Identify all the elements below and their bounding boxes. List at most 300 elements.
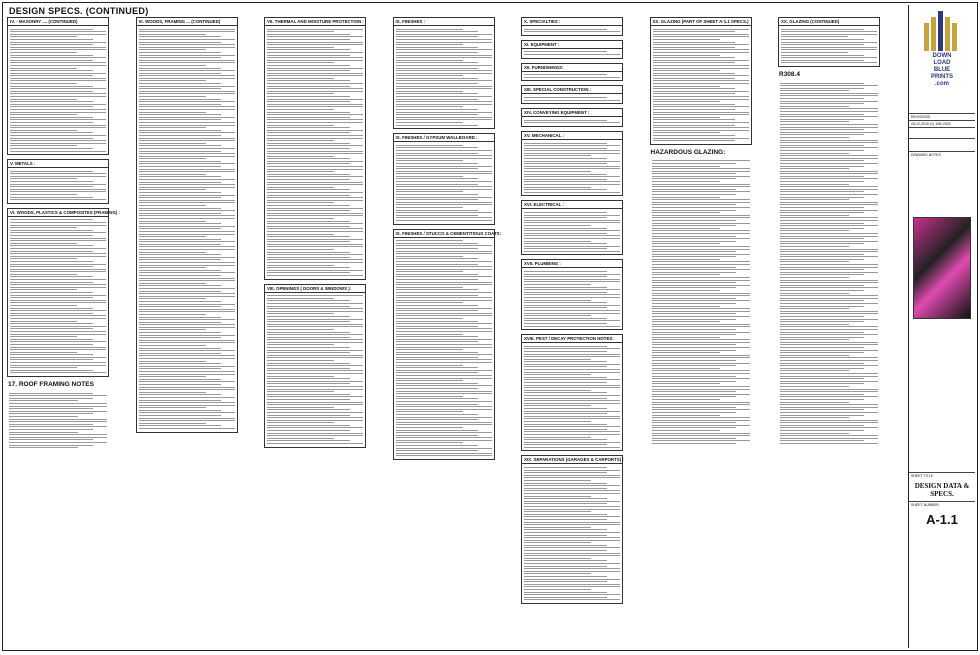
text-line (780, 90, 849, 91)
text-line (267, 313, 334, 314)
text-line (396, 106, 463, 107)
text-line (524, 411, 620, 412)
text-line (139, 407, 206, 408)
spec-section-title: VI. WOODS, PLASTICS & COMPOSITES (FRAMING) : (10, 209, 121, 215)
text-line (10, 289, 77, 290)
text-line (267, 228, 363, 229)
spec-section (521, 63, 623, 82)
text-line (10, 91, 93, 92)
spec-column-7 (778, 17, 880, 647)
text-line (780, 181, 864, 182)
text-line (524, 503, 607, 504)
text-line (652, 368, 721, 369)
text-line (139, 192, 222, 193)
text-line (396, 367, 479, 368)
project-photo (913, 217, 971, 319)
text-line (780, 249, 878, 250)
text-line (396, 365, 463, 366)
text-line (267, 334, 363, 335)
text-line (653, 73, 736, 74)
text-line (10, 151, 106, 152)
spec-section-text (522, 464, 622, 602)
text-line (780, 264, 878, 265)
text-line (780, 350, 878, 351)
text-line (267, 192, 363, 193)
text-line (267, 75, 363, 76)
spec-section-title: IX. FINISHES / GYPSUM WALLBOARD : (394, 134, 494, 142)
text-line (524, 553, 620, 554)
text-line (267, 226, 350, 227)
text-line (653, 60, 749, 61)
text-line (652, 212, 721, 213)
text-line (652, 370, 750, 371)
text-line (139, 402, 235, 403)
text-line (10, 344, 93, 345)
text-line (267, 83, 363, 84)
text-line (652, 308, 750, 309)
spec-section-text (651, 26, 751, 144)
text-line (780, 430, 864, 431)
text-line (139, 169, 235, 170)
text-line (524, 181, 620, 182)
text-line (396, 409, 492, 410)
text-line (524, 243, 607, 244)
text-line (139, 55, 235, 56)
text-line (524, 392, 607, 393)
text-line (652, 357, 750, 358)
spec-section-title: XVI. ELECTRICAL : (522, 201, 622, 209)
text-line (267, 210, 350, 211)
text-line (10, 178, 77, 179)
text-line (10, 279, 106, 280)
text-line (524, 444, 607, 445)
spec-section-text (8, 168, 108, 203)
text-line (139, 122, 235, 123)
text-line (524, 171, 591, 172)
text-line (780, 319, 878, 320)
text-line (139, 400, 222, 401)
text-line (267, 389, 363, 390)
text-line (396, 349, 463, 350)
text-line (780, 417, 849, 418)
text-line (10, 232, 106, 233)
text-line (10, 282, 93, 283)
text-line (396, 297, 492, 298)
text-line (10, 109, 106, 110)
spec-column-2 (136, 17, 238, 647)
text-line (396, 199, 479, 200)
text-line (653, 44, 749, 45)
text-line (396, 279, 479, 280)
text-line (396, 341, 479, 342)
text-line (652, 415, 721, 416)
text-line (780, 85, 878, 86)
spec-section (521, 108, 623, 127)
text-line (780, 194, 878, 195)
text-line (780, 145, 864, 146)
drawing-notes-label: DRAWING NOTES (909, 151, 975, 158)
text-line (652, 230, 750, 231)
text-line (652, 181, 721, 182)
text-line (653, 96, 749, 97)
text-line (9, 424, 93, 425)
text-line (396, 207, 463, 208)
text-line (396, 352, 479, 353)
text-line (652, 352, 721, 353)
text-line (10, 138, 93, 139)
text-line (780, 88, 864, 89)
text-line (652, 282, 736, 283)
text-line (653, 119, 736, 120)
text-line (652, 373, 750, 374)
text-line (780, 339, 849, 340)
text-line (267, 44, 363, 45)
text-line (652, 417, 750, 418)
text-line (9, 442, 107, 443)
text-line (396, 49, 492, 50)
text-line (139, 140, 235, 141)
text-line (652, 171, 750, 172)
text-line (139, 228, 222, 229)
text-line (10, 96, 106, 97)
text-line (10, 243, 77, 244)
text-line (524, 222, 620, 223)
text-line (524, 560, 607, 561)
text-line (524, 571, 620, 572)
text-line (10, 341, 106, 342)
text-line (524, 511, 591, 512)
text-line (524, 364, 620, 365)
text-line (267, 174, 350, 175)
text-line (396, 284, 492, 285)
text-line (10, 34, 106, 35)
text-line (652, 295, 750, 296)
text-line (524, 398, 607, 399)
text-line (9, 400, 78, 401)
text-line (267, 200, 363, 201)
text-line (780, 251, 878, 252)
text-line (524, 477, 620, 478)
text-line (139, 184, 235, 185)
text-line (781, 57, 877, 58)
text-line (524, 307, 607, 308)
text-line (139, 130, 222, 131)
sheet-title-label: SHEET TITLE (909, 472, 975, 479)
text-line (10, 199, 106, 200)
text-line (781, 47, 877, 48)
text-line (10, 287, 106, 288)
spec-column-6 (650, 17, 752, 647)
text-line (10, 295, 106, 296)
text-line (396, 318, 463, 319)
text-line (781, 60, 864, 61)
text-line (780, 267, 878, 268)
text-line (267, 319, 363, 320)
text-line (653, 112, 749, 113)
text-line (10, 271, 106, 272)
text-line (396, 305, 479, 306)
text-line (10, 219, 93, 220)
text-line (524, 369, 620, 370)
text-line (267, 125, 334, 126)
text-line (139, 189, 206, 190)
spec-section (521, 17, 623, 36)
text-line (780, 241, 878, 242)
text-line (267, 127, 350, 128)
text-line (396, 264, 479, 265)
text-line (652, 246, 750, 247)
text-line (652, 396, 736, 397)
logo-text: DOWN LOAD BLUE PRINTS .com (930, 53, 953, 87)
text-line (267, 156, 334, 157)
text-line (780, 150, 864, 151)
text-line (396, 204, 492, 205)
text-line (780, 186, 878, 187)
text-line (396, 354, 492, 355)
text-line (267, 223, 363, 224)
text-line (139, 366, 235, 367)
spec-section-title: XV. MECHANICAL : (522, 132, 622, 140)
text-line (652, 438, 736, 439)
text-line (139, 283, 206, 284)
text-line (267, 187, 334, 188)
text-line (524, 348, 620, 349)
text-line (139, 425, 222, 426)
text-line (652, 236, 736, 237)
text-line (139, 143, 206, 144)
text-line (781, 55, 864, 56)
drawing-sheet (2, 2, 978, 651)
text-line (524, 475, 620, 476)
text-line (267, 184, 363, 185)
text-line (10, 274, 77, 275)
text-line (524, 359, 591, 360)
text-line (653, 93, 736, 94)
text-line (524, 153, 620, 154)
text-line (139, 109, 235, 110)
text-line (653, 88, 736, 89)
spec-section-title: IV. - MASONRY .... (CONTINUED) (8, 18, 108, 26)
spec-section (393, 17, 495, 129)
text-line (524, 305, 620, 306)
text-line (396, 372, 479, 373)
text-line (139, 361, 206, 362)
text-line (267, 86, 350, 87)
text-line (10, 112, 106, 113)
text-line (396, 383, 479, 384)
text-line (524, 294, 620, 295)
text-line (652, 199, 750, 200)
text-line (524, 535, 607, 536)
text-line (396, 276, 492, 277)
text-line (396, 261, 492, 262)
text-line (524, 145, 620, 146)
text-line (267, 383, 350, 384)
text-line (524, 390, 591, 391)
text-line (139, 148, 235, 149)
text-line (652, 233, 750, 234)
text-line (139, 83, 222, 84)
text-line (139, 47, 235, 48)
text-line (781, 31, 877, 32)
text-line (524, 29, 607, 30)
text-line (267, 241, 350, 242)
spec-section-text (394, 238, 494, 459)
text-line (652, 427, 736, 428)
text-line (780, 306, 864, 307)
text-line (524, 516, 620, 517)
text-line (267, 117, 350, 118)
text-line (653, 55, 720, 56)
text-line (780, 295, 878, 296)
text-line (267, 324, 363, 325)
text-line (780, 277, 849, 278)
logo (913, 9, 971, 87)
text-line (10, 140, 106, 141)
text-line (652, 430, 721, 431)
text-line (780, 308, 849, 309)
text-line (780, 332, 864, 333)
text-line (267, 78, 334, 79)
text-line (524, 235, 620, 236)
text-line (524, 158, 607, 159)
text-line (267, 308, 363, 309)
text-line (652, 311, 750, 312)
spec-section-title: VI. WOODS, FRAMING ... (CONTINUED) (137, 18, 237, 26)
text-line (780, 106, 849, 107)
text-line (780, 184, 849, 185)
text-line (652, 389, 750, 390)
text-line (139, 410, 222, 411)
text-line (653, 49, 749, 50)
text-line (139, 392, 206, 393)
text-line (652, 376, 736, 377)
text-line (139, 174, 206, 175)
text-line (396, 334, 463, 335)
text-line (780, 433, 849, 434)
text-line (10, 125, 106, 126)
text-line (653, 122, 749, 123)
text-line (267, 195, 350, 196)
text-line (267, 39, 350, 40)
text-line (652, 261, 750, 262)
text-line (780, 376, 878, 377)
text-line (652, 404, 750, 405)
text-line (139, 127, 206, 128)
text-line (139, 36, 222, 37)
text-line (396, 86, 492, 87)
text-line (652, 332, 750, 333)
text-line (653, 135, 736, 136)
blank-area (909, 322, 975, 472)
text-line (9, 395, 107, 396)
text-line (652, 440, 750, 441)
text-line (10, 336, 77, 337)
text-line (653, 99, 749, 100)
text-line (267, 430, 350, 431)
text-line (267, 153, 363, 154)
text-line (139, 75, 235, 76)
text-line (10, 362, 106, 363)
text-line (10, 334, 106, 335)
text-line (653, 70, 720, 71)
text-line (524, 246, 620, 247)
text-line (267, 435, 363, 436)
text-line (780, 153, 849, 154)
text-line (780, 300, 864, 301)
text-line (652, 394, 750, 395)
text-line (396, 243, 479, 244)
text-line (780, 230, 849, 231)
text-line (267, 179, 350, 180)
text-line (10, 194, 77, 195)
text-line (780, 256, 878, 257)
text-line (653, 68, 749, 69)
text-line (524, 184, 620, 185)
text-line (396, 171, 492, 172)
text-line (139, 418, 235, 419)
text-line (652, 228, 721, 229)
text-line (524, 100, 620, 101)
text-line (780, 189, 878, 190)
text-line (780, 355, 849, 356)
text-line (139, 197, 222, 198)
text-line (653, 132, 720, 133)
text-line (10, 321, 77, 322)
text-line (10, 251, 93, 252)
text-line (267, 300, 350, 301)
text-line (524, 426, 620, 427)
text-line (396, 160, 463, 161)
text-line (396, 308, 492, 309)
text-line (396, 181, 492, 182)
text-line (652, 269, 750, 270)
text-line (653, 104, 736, 105)
text-line (396, 78, 479, 79)
text-line (139, 221, 206, 222)
text-line (139, 332, 222, 333)
text-line (524, 161, 620, 162)
text-line (652, 223, 750, 224)
text-line (653, 75, 749, 76)
text-line (396, 411, 463, 412)
text-line (652, 191, 750, 192)
text-line (780, 140, 878, 141)
text-line (396, 166, 492, 167)
text-line (267, 88, 363, 89)
text-line (267, 135, 363, 136)
text-line (652, 326, 750, 327)
text-line (396, 220, 492, 221)
text-line (267, 93, 334, 94)
text-line (139, 182, 222, 183)
text-line (524, 300, 591, 301)
text-line (653, 31, 736, 32)
text-line (780, 329, 878, 330)
text-line (524, 480, 591, 481)
text-line (524, 251, 620, 252)
text-line (139, 358, 235, 359)
text-line (652, 316, 750, 317)
text-line (139, 125, 235, 126)
text-line (267, 182, 363, 183)
text-line (652, 337, 721, 338)
text-line (524, 563, 620, 564)
text-line (524, 599, 620, 600)
text-line (524, 323, 607, 324)
text-line (139, 262, 235, 263)
text-line (780, 370, 849, 371)
